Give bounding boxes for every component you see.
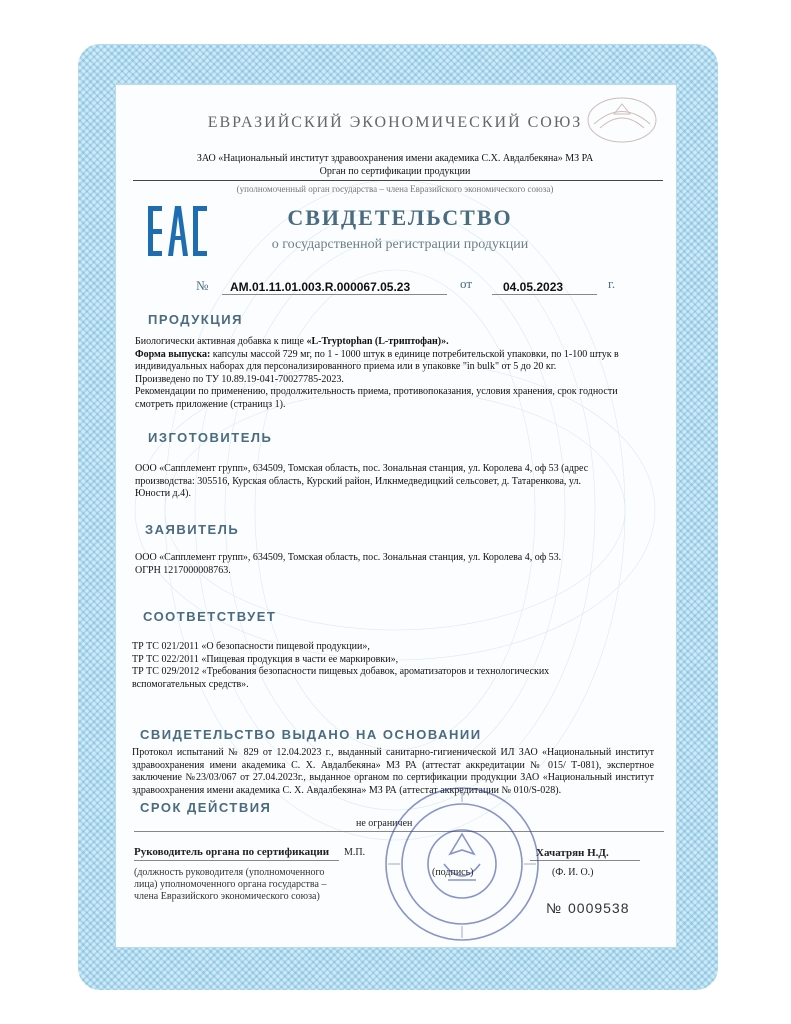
- product-form-line: [135, 349, 657, 374]
- mp-label: М.П.: [344, 847, 366, 858]
- applicant-heading: ЗАЯВИТЕЛЬ: [145, 522, 240, 537]
- year-suffix: г.: [608, 276, 616, 291]
- eac-logo-icon: [146, 202, 210, 260]
- signature-label: (подпись): [432, 867, 474, 878]
- product-block: [135, 336, 657, 411]
- certificate-subtitle: о государственной регистрации продукции: [271, 237, 529, 252]
- manufacturer-text: ООО «Сапплемент групп», 634509, Томская область, пос. Зональная станция, ул. Королева 4, оф 53 (адрес производства: 305516, Курская область, Курский район, Илкнмедведицкий сельсовет, д. Татаренкова, ул. Юности д.4).: [135, 463, 589, 499]
- certificate-title: СВИДЕТЕЛЬСТВО: [287, 205, 513, 230]
- conforms-item: ТР ТС 022/2011 «Пищевая продукция в части ее маркировки»,: [132, 653, 399, 665]
- head-label: Руководитель органа по сертификации: [134, 846, 330, 858]
- head-label-underline: [134, 860, 339, 861]
- serial-label: №: [546, 900, 563, 916]
- product-name-line: [135, 336, 657, 349]
- certificate-date: 04.05.2023: [503, 280, 564, 294]
- certificate-number: AM.01.11.01.003.R.000067.05.23: [230, 280, 411, 294]
- name-underline: [530, 860, 640, 861]
- number-label: №: [196, 278, 209, 293]
- position-note: (должность руководителя (уполномоченного лица) уполномоченного органа государства – члена Евразийского экономического союза): [134, 867, 327, 902]
- manufacturer-heading: ИЗГОТОВИТЕЛЬ: [148, 430, 273, 445]
- fio-label: (Ф. И. О.): [552, 867, 594, 878]
- official-seal-stamp: [382, 784, 542, 944]
- union-title: ЕВРАЗИЙСКИЙ ЭКОНОМИЧЕСКИЙ СОЮЗ: [207, 114, 583, 131]
- serial-number: 0009538: [568, 900, 630, 916]
- number-underline: [222, 294, 447, 295]
- conforms-heading: СООТВЕТСТВУЕТ: [143, 609, 277, 624]
- product-recommendations: Рекомендации по применению, продолжительность приема, противопоказания, условия хранения, срок годности смотреть приложение (страницз 1).: [135, 386, 618, 410]
- validity-value: не ограничен: [356, 818, 413, 829]
- product-heading: ПРОДУКЦИЯ: [148, 312, 243, 327]
- header-rule: [133, 180, 663, 181]
- product-name: «L-Tryptophan (L-триптофан)».: [306, 336, 449, 347]
- product-produced-by: Произведено по ТУ 10.89.19-041-70027785-2023.: [135, 373, 344, 385]
- product-name-prefix: Биологически активная добавка к пище: [135, 336, 307, 347]
- date-underline: [492, 294, 597, 295]
- signer-name: Хачатрян Н.Д.: [536, 847, 609, 859]
- authority-note: (уполномоченный орган государства – члена Евразийского экономического союза): [236, 184, 554, 194]
- product-form-label: Форма выпуска:: [135, 348, 213, 360]
- applicant-ogrn: ОГРН 1217000008763.: [135, 564, 231, 576]
- from-label: от: [460, 276, 473, 291]
- basis-text: Протокол испытаний № 829 от 12.04.2023 г., выданный санитарно-гигиенической ИЛ ЗАО «Национальный институт здравоохранения имени академика С. Х. Авдалбекяна» МЗ РА (аттестат аккредитации № 015/ Т-081), экспертное заключение №23/03/067 от 27.04.2023г., выданное органом по сертификации продукции ЗАО «Национальный институт здравоохранения имени академика С. Х. Авдалбекяна» МЗ РА (аттестат аккредитации № 010/S-028).: [132, 747, 654, 796]
- institute-line: ЗАО «Национальный институт здравоохранения имени академика С.Х. Авдалбекяна» МЗ РА: [196, 153, 594, 164]
- product-form-text: капсулы массой 729 мг, по 1 - 1000 штук в единице потребительской упаковки, по 1-100 штук в индивидуальных наборах для персонализированного приема или в упаковке "in bulk" от 5 до 20 кг.: [135, 348, 619, 372]
- certification-body-line: Орган по сертификации продукции: [319, 166, 471, 177]
- conforms-list: [132, 641, 592, 691]
- applicant-block: [135, 552, 657, 577]
- basis-heading: СВИДЕТЕЛЬСТВО ВЫДАНО НА ОСНОВАНИИ: [140, 727, 482, 742]
- conforms-item: ТР ТС 029/2012 «Требования безопасности пищевых добавок, ароматизаторов и технологических вспомогательных средств».: [132, 666, 550, 690]
- applicant-line-1: ООО «Сапплемент групп», 634509, Томская область, пос. Зональная станция, ул. Королева 4, оф 53.: [135, 552, 562, 563]
- conforms-item: ТР ТС 021/2011 «О безопасности пищевой продукции»,: [132, 641, 370, 652]
- validity-heading: СРОК ДЕЙСТВИЯ: [140, 800, 272, 815]
